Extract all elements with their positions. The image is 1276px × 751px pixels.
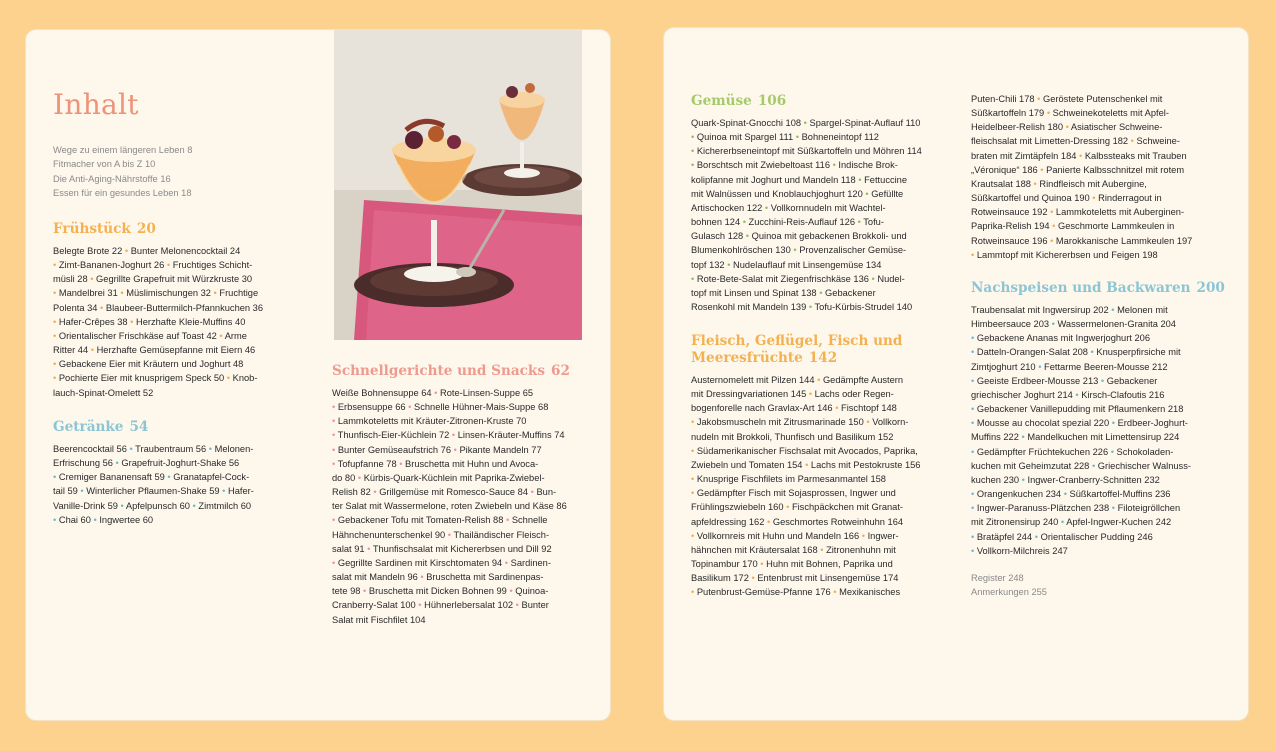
bullet-icon: • bbox=[129, 444, 133, 454]
toc-line[interactable]: Cranberry-Salat 100 • Hühnerlebersalat 102 • Bunter bbox=[332, 600, 549, 611]
fleisch-entries-continued bbox=[971, 92, 1192, 262]
toc-line[interactable]: Beerencocktail 56 • Traubentraum 56 • Melonen- bbox=[53, 444, 254, 454]
toc-line[interactable]: • Cremiger Bananensaft 59 • Granatapfel-Cock- bbox=[53, 472, 250, 483]
bullet-icon: • bbox=[332, 416, 336, 427]
fleisch-title-line1: Fleisch, Geflügel, Fisch und bbox=[691, 333, 903, 349]
bullet-icon: • bbox=[766, 516, 771, 527]
toc-line[interactable]: • Thunfisch-Eier-Küchlein 72 • Linsen-Kräuter-Muffins 74 bbox=[332, 430, 565, 441]
bullet-icon: • bbox=[408, 402, 412, 413]
section-schnell-title bbox=[332, 363, 570, 380]
bullet-icon: • bbox=[793, 245, 797, 256]
toc-line[interactable]: • Zimt-Bananen-Joghurt 26 • Fruchtiges Schicht- bbox=[53, 260, 253, 271]
intro-list bbox=[53, 143, 192, 201]
intro-entry[interactable]: Essen für ein gesundes Leben 18 bbox=[53, 188, 192, 199]
bullet-icon: • bbox=[691, 488, 695, 499]
toc-line[interactable]: kolipfanne mit Joghurt und Mandeln 118 • Fettuccine bbox=[691, 174, 908, 185]
toc-line[interactable]: Belegte Brote 22 • Bunter Melonencocktail 24 bbox=[53, 246, 241, 256]
dessert-photo bbox=[334, 30, 582, 340]
toc-line[interactable]: • Mousse au chocolat spezial 220 • Erdbeer-Joghurt- bbox=[971, 418, 1188, 429]
bullet-icon: • bbox=[861, 530, 865, 541]
bullet-icon: • bbox=[90, 345, 94, 356]
toc-line[interactable]: müsli 28 • Gegrillte Grapefruit mit Würzkruste 30 bbox=[53, 274, 253, 285]
bullet-icon: • bbox=[367, 543, 371, 554]
bullet-icon: • bbox=[332, 458, 336, 469]
toc-line[interactable]: Vanille-Drink 59 • Apfelpunsch 60 • Zimtmilch 60 bbox=[53, 500, 252, 511]
bullet-icon: • bbox=[1038, 361, 1042, 372]
toc-line[interactable]: Zimtjoghurt 210 • Fettarme Beeren-Mousse 212 bbox=[971, 361, 1168, 372]
bullet-icon: • bbox=[515, 600, 519, 611]
bullet-icon: • bbox=[420, 572, 424, 583]
bullet-icon: • bbox=[1092, 193, 1096, 204]
bullet-icon: • bbox=[1046, 108, 1051, 119]
toc-line[interactable]: • Lammtopf mit Kichererbsen und Feigen 198 bbox=[971, 249, 1158, 260]
bullet-icon: • bbox=[832, 160, 836, 171]
bullet-icon: • bbox=[1110, 446, 1114, 457]
bullet-icon: • bbox=[93, 514, 97, 525]
bullet-icon: • bbox=[53, 288, 57, 299]
right-page bbox=[664, 28, 1248, 720]
bullet-icon: • bbox=[857, 217, 861, 228]
bullet-icon: • bbox=[971, 503, 975, 514]
gemuese-page: 106 bbox=[757, 93, 787, 109]
bullet-icon: • bbox=[80, 486, 84, 497]
dessert-illustration bbox=[334, 30, 582, 340]
toc-line[interactable]: • Mandelbrei 31 • Müslimischungen 32 • Fruchtige bbox=[53, 288, 259, 299]
toc-line[interactable]: Zwiebeln und Tomaten 154 • Lachs mit Pestokruste 156 bbox=[691, 459, 921, 470]
intro-entry[interactable]: Wege zu einem längeren Leben 8 bbox=[53, 145, 193, 155]
bullet-icon: • bbox=[1091, 460, 1096, 471]
toc-line[interactable]: • Gebackener Vanillepudding mit Pflaumenkern 218 bbox=[971, 404, 1184, 415]
fruehstueck-page: 20 bbox=[136, 221, 156, 237]
toc-line[interactable]: nudeln mit Brokkoli, Thunfisch und Basilikum 152 bbox=[691, 431, 894, 442]
bullet-icon: • bbox=[971, 545, 975, 556]
bullet-icon: • bbox=[1065, 122, 1069, 133]
bullet-icon: • bbox=[866, 417, 870, 428]
bullet-icon: • bbox=[1111, 305, 1115, 315]
bullet-icon: • bbox=[192, 500, 196, 511]
toc-line[interactable]: Heidelbeer-Relish 180 • Asiatischer Schweine- bbox=[971, 122, 1163, 133]
toc-line[interactable]: • Gebackene Eier mit Kräutern und Joghurt 48 bbox=[53, 359, 244, 370]
bullet-icon: • bbox=[817, 375, 821, 385]
toc-line[interactable]: Polenta 34 • Blaubeer-Buttermilch-Pfannkuchen 36 bbox=[53, 302, 263, 313]
toc-line[interactable]: lauch-Spinat-Omelett 52 bbox=[53, 387, 154, 398]
bullet-icon: • bbox=[332, 402, 336, 413]
bullet-icon: • bbox=[332, 557, 336, 568]
bullet-icon: • bbox=[1033, 178, 1037, 189]
toc-line[interactable]: • Putenbrust-Gemüse-Pfanne 176 • Mexikanisches bbox=[691, 587, 901, 598]
bullet-icon: • bbox=[691, 132, 695, 143]
bullet-icon: • bbox=[971, 333, 975, 344]
fleisch-entries bbox=[691, 373, 920, 600]
toc-line[interactable]: • Gebackene Ananas mit Ingwerjoghurt 206 bbox=[971, 333, 1150, 344]
bullet-icon: • bbox=[691, 530, 695, 541]
toc-line[interactable]: • Rote-Bete-Salat mit Ziegenfrischkäse 136 • Nudel- bbox=[691, 273, 905, 284]
toc-line[interactable]: Süßkartoffeln 179 • Schweinekoteletts mit Apfel- bbox=[971, 108, 1169, 119]
toc-line[interactable]: • Bratäpfel 244 • Orientalischer Pudding 246 bbox=[971, 531, 1153, 542]
toc-line[interactable]: • Vollkorn-Milchreis 247 bbox=[971, 545, 1068, 556]
bullet-icon: • bbox=[745, 231, 750, 242]
toc-line[interactable]: • Orientalischer Frischkäse auf Toast 42 • Arme bbox=[53, 330, 247, 341]
section-fleisch-title bbox=[691, 333, 902, 367]
toc-line[interactable]: Blumenkohlröschen 130 • Provenzalischer Gemüse- bbox=[691, 245, 907, 256]
toc-line[interactable]: • Geeiste Erdbeer-Mousse 213 • Gebackener bbox=[971, 375, 1158, 386]
bullet-icon: • bbox=[1050, 207, 1054, 218]
bullet-icon: • bbox=[447, 529, 452, 540]
bullet-icon: • bbox=[363, 586, 367, 597]
bullet-icon: • bbox=[399, 458, 403, 469]
bullet-icon: • bbox=[373, 487, 377, 498]
bullet-icon: • bbox=[53, 373, 57, 384]
toc-line[interactable]: bohnen 124 • Zucchini-Reis-Auflauf 126 • Tofu- bbox=[691, 217, 884, 228]
end-list bbox=[971, 571, 1047, 600]
toc-line[interactable]: • Vollkornreis mit Huhn und Mandeln 166 • Ingwer- bbox=[691, 530, 899, 541]
bullet-icon: • bbox=[835, 403, 839, 414]
bullet-icon: • bbox=[208, 444, 212, 454]
bullet-icon: • bbox=[53, 472, 57, 483]
page-title: Inhalt bbox=[53, 88, 139, 121]
toc-line[interactable]: Topinambur 170 • Huhn mit Bohnen, Paprika und bbox=[691, 559, 893, 570]
toc-line[interactable]: • Orangenkuchen 234 • Süßkartoffel-Muffins 236 bbox=[971, 489, 1171, 500]
bullet-icon: • bbox=[509, 586, 513, 597]
bullet-icon: • bbox=[222, 486, 226, 497]
bullet-icon: • bbox=[795, 132, 799, 143]
toc-line[interactable]: • Lammkoteletts mit Kräuter-Zitronen-Kruste 70 bbox=[332, 416, 527, 427]
toc-line[interactable]: Muffins 222 • Mandelkuchen mit Limettensirup 224 bbox=[971, 432, 1180, 443]
toc-line[interactable]: tail 59 • Winterlicher Pflaumen-Shake 59 • Hafer- bbox=[53, 486, 254, 497]
bullet-icon: • bbox=[971, 489, 975, 500]
bullet-icon: • bbox=[1100, 375, 1105, 386]
toc-line[interactable]: Artischocken 122 • Vollkornnudeln mit Wachtel- bbox=[691, 202, 886, 213]
nachspeisen-entries bbox=[971, 303, 1191, 558]
toc-line[interactable]: Krautsalat 188 • Rindfleisch mit Aubergine, bbox=[971, 178, 1147, 189]
bullet-icon: • bbox=[691, 587, 695, 598]
toc-line[interactable]: • Gedämpfter Früchtekuchen 226 • Schokoladen- bbox=[971, 446, 1174, 457]
bullet-icon: • bbox=[1040, 164, 1044, 175]
bullet-icon: • bbox=[971, 531, 975, 542]
toc-line[interactable]: Relish 82 • Grillgemüse mit Romesco-Sauce 84 • Bun- bbox=[332, 487, 557, 498]
gemuese-title: Gemüse bbox=[691, 93, 752, 109]
bullet-icon: • bbox=[691, 474, 695, 485]
bullet-icon: • bbox=[1060, 517, 1065, 528]
toc-line[interactable]: salat mit Mandeln 96 • Bruschetta mit Sardinenpas- bbox=[332, 572, 544, 583]
gemuese-entries bbox=[691, 116, 922, 314]
bullet-icon: • bbox=[166, 260, 171, 271]
schnell-page: 62 bbox=[551, 363, 570, 379]
bullet-icon: • bbox=[760, 559, 764, 570]
bullet-icon: • bbox=[53, 260, 57, 271]
toc-line[interactable]: Himbeersauce 203 • Wassermelonen-Granita 204 bbox=[971, 319, 1176, 330]
bullet-icon: • bbox=[1063, 489, 1067, 500]
bullet-icon: • bbox=[219, 330, 223, 341]
toc-line[interactable]: • Kichererbseneintopf mit Süßkartoffeln und Möhren 114 bbox=[691, 146, 922, 157]
toc-line[interactable]: • Südamerikanischer Fischsalat mit Avocados, Paprika, bbox=[691, 445, 918, 456]
toc-line[interactable]: Traubensalat mit Ingwersirup 202 • Melonen mit bbox=[971, 305, 1168, 315]
bullet-icon: • bbox=[1111, 503, 1115, 514]
bullet-icon: • bbox=[53, 514, 57, 525]
toc-line[interactable]: „Véronique“ 186 • Panierte Kalbsschnitzel mit rotem bbox=[971, 164, 1185, 175]
toc-line[interactable]: • Chai 60 • Ingwertee 60 bbox=[53, 514, 154, 525]
toc-line[interactable]: fleischsalat mit Limetten-Dressing 182 • Schweine- bbox=[971, 136, 1180, 147]
bullet-icon: • bbox=[120, 500, 124, 511]
bullet-icon: • bbox=[808, 389, 813, 400]
toc-line[interactable]: Hähnchenunterschenkel 90 • Thailändischer Fleisch- bbox=[332, 529, 550, 540]
toc-line[interactable]: • Datteln-Orangen-Salat 208 • Knusperpfirsiche mit bbox=[971, 347, 1181, 358]
bullet-icon: • bbox=[1051, 319, 1055, 330]
bullet-icon: • bbox=[820, 544, 824, 555]
bullet-icon: • bbox=[53, 316, 57, 327]
bullet-icon: • bbox=[1021, 474, 1025, 485]
toc-line[interactable]: • Quinoa mit Spargel 111 • Bohneneintopf 112 bbox=[691, 132, 879, 143]
bullet-icon: • bbox=[100, 302, 104, 313]
bullet-icon: • bbox=[1037, 94, 1041, 104]
section-getraenke-title bbox=[53, 419, 148, 436]
toc-line[interactable]: do 80 • Kürbis-Quark-Küchlein mit Paprika-Zwiebel- bbox=[332, 472, 545, 483]
getraenke-title: Getränke bbox=[53, 419, 124, 435]
toc-line[interactable]: topf 132 • Nudelauflauf mit Linsengemüse 134 bbox=[691, 259, 882, 270]
toc-line[interactable]: braten mit Zimtäpfeln 184 • Kalbssteaks mit Trauben bbox=[971, 150, 1187, 161]
bullet-icon: • bbox=[808, 302, 813, 313]
bullet-icon: • bbox=[691, 146, 695, 157]
bullet-icon: • bbox=[332, 444, 336, 455]
bullet-icon: • bbox=[418, 600, 422, 611]
bullet-icon: • bbox=[971, 249, 975, 260]
toc-line[interactable]: • Borschtsch mit Zwiebeltoast 116 • Indische Brok- bbox=[691, 160, 898, 171]
toc-line[interactable]: Erfrischung 56 • Grapefruit-Joghurt-Shake 56 bbox=[53, 458, 240, 469]
bullet-icon: • bbox=[1075, 389, 1079, 400]
toc-line[interactable]: • Gedämpfter Fisch mit Sojasprossen, Ingwer und bbox=[691, 488, 896, 499]
toc-line[interactable]: • Pochierte Eier mit knusprigem Speck 50 • Knob- bbox=[53, 373, 258, 384]
bullet-icon: • bbox=[120, 288, 124, 299]
toc-line[interactable]: • Jakobsmuscheln mit Zitrusmarinade 150 • Vollkorn- bbox=[691, 417, 909, 428]
intro-entry[interactable]: Fitmacher von A bis Z 10 bbox=[53, 159, 156, 170]
bullet-icon: • bbox=[742, 217, 746, 228]
toc-line[interactable]: • Ingwer-Paranuss-Plätzchen 238 • Filoteigröllchen bbox=[971, 503, 1181, 514]
bullet-icon: • bbox=[971, 404, 975, 415]
bullet-icon: • bbox=[226, 373, 231, 384]
bullet-icon: • bbox=[451, 430, 456, 441]
bullet-icon: • bbox=[691, 273, 695, 284]
end-entry[interactable]: Register 248 bbox=[971, 573, 1024, 583]
bullet-icon: • bbox=[115, 458, 119, 469]
toc-line[interactable]: Weiße Bohnensuppe 64 • Rote-Linsen-Suppe 65 bbox=[332, 388, 534, 398]
fruehstueck-title: Frühstück bbox=[53, 221, 131, 237]
bullet-icon: • bbox=[53, 330, 57, 341]
toc-line[interactable]: mit Walnüssen und Knoblauchjoghurt 120 • Gefüllte bbox=[691, 188, 904, 199]
bullet-icon: • bbox=[505, 515, 510, 526]
bullet-icon: • bbox=[53, 359, 57, 370]
toc-line[interactable]: Puten-Chili 178 • Geröstete Putenschenkel mit bbox=[971, 94, 1163, 104]
bullet-icon: • bbox=[504, 557, 509, 568]
toc-line[interactable]: • Bunter Gemüseaufstrich 76 • Pikante Mandeln 77 bbox=[332, 444, 542, 455]
bullet-icon: • bbox=[90, 274, 94, 285]
toc-line[interactable]: Paprika-Relish 194 • Geschmorte Lammkeulen in bbox=[971, 221, 1175, 232]
bullet-icon: • bbox=[332, 515, 336, 526]
toc-line[interactable]: Rotweinsauce 196 • Marokkanische Lammkeulen 197 bbox=[971, 235, 1193, 246]
bullet-icon: • bbox=[786, 502, 790, 513]
bullet-icon: • bbox=[764, 202, 769, 213]
toc-line[interactable]: hähnchen mit Kräutersalat 168 • Zitronenhuhn mit bbox=[691, 544, 896, 555]
bullet-icon: • bbox=[1034, 531, 1039, 542]
bullet-icon: • bbox=[530, 487, 534, 498]
section-nachspeisen-title bbox=[971, 280, 1225, 297]
schnell-entries bbox=[332, 386, 567, 627]
bullet-icon: • bbox=[1021, 432, 1025, 443]
bullet-icon: • bbox=[865, 188, 869, 199]
toc-line[interactable]: griechischer Joghurt 214 • Kirsch-Clafoutis 216 bbox=[971, 389, 1165, 400]
bullet-icon: • bbox=[971, 375, 975, 386]
toc-line[interactable]: Gulasch 128 • Quinoa mit gebackenen Brokkoli- und bbox=[691, 231, 907, 242]
getraenke-entries bbox=[53, 442, 254, 527]
getraenke-page: 54 bbox=[129, 419, 149, 435]
bullet-icon: • bbox=[819, 287, 823, 298]
bullet-icon: • bbox=[691, 445, 695, 456]
bullet-icon: • bbox=[124, 246, 129, 256]
toc-line[interactable]: • Gebackener Tofu mit Tomaten-Relish 88 • Schnelle bbox=[332, 515, 548, 526]
fleisch-title-line2: Meeresfrüchte bbox=[691, 350, 803, 366]
nachspeisen-page: 200 bbox=[1196, 280, 1225, 296]
toc-line[interactable]: • Gegrillte Sardinen mit Kirschtomaten 94 • Sardinen- bbox=[332, 557, 551, 568]
bullet-icon: • bbox=[727, 259, 731, 270]
toc-line[interactable]: topf mit Linsen und Spinat 138 • Gebackener bbox=[691, 287, 876, 298]
bullet-icon: • bbox=[971, 418, 975, 429]
toc-line[interactable]: tete 98 • Bruschetta mit Dicken Bohnen 99 • Quinoa- bbox=[332, 586, 549, 597]
fleisch-page: 142 bbox=[808, 350, 838, 366]
bullet-icon: • bbox=[691, 417, 695, 428]
bullet-icon: • bbox=[357, 472, 362, 483]
bullet-icon: • bbox=[453, 444, 457, 455]
toc-line[interactable]: Ritter 44 • Herzhafte Gemüsepfanne mit Eiern 46 bbox=[53, 345, 256, 356]
toc-line[interactable]: • Tofupfanne 78 • Bruschetta mit Huhn und Avoca- bbox=[332, 458, 539, 469]
left-page bbox=[26, 30, 610, 720]
bullet-icon: • bbox=[434, 388, 438, 398]
toc-line[interactable]: Austernomelett mit Pilzen 144 • Gedämpfte Austern bbox=[691, 375, 904, 385]
bullet-icon: • bbox=[871, 273, 875, 284]
bullet-icon: • bbox=[1090, 347, 1094, 358]
bullet-icon: • bbox=[1079, 150, 1083, 161]
toc-line[interactable]: Süßkartoffel und Quinoa 190 • Rinderragout in bbox=[971, 193, 1162, 204]
intro-entry[interactable]: Die Anti-Aging-Nährstoffe 16 bbox=[53, 173, 171, 184]
bullet-icon: • bbox=[751, 573, 755, 584]
bullet-icon: • bbox=[971, 347, 975, 358]
bullet-icon: • bbox=[130, 316, 134, 327]
toc-line[interactable]: salat 91 • Thunfischsalat mit Kichererbsen und Dill 92 bbox=[332, 543, 552, 554]
toc-line[interactable]: mit Dressingvariationen 145 • Lachs oder Regen- bbox=[691, 389, 894, 400]
bullet-icon: • bbox=[803, 118, 807, 128]
toc-line[interactable]: kuchen 230 • Ingwer-Cranberry-Schnitten 232 bbox=[971, 474, 1160, 485]
bullet-icon: • bbox=[833, 587, 837, 598]
toc-line[interactable]: apfeldressing 162 • Geschmortes Rotweinhuhn 164 bbox=[691, 516, 904, 527]
nachspeisen-title: Nachspeisen und Backwaren bbox=[971, 280, 1191, 296]
schnell-title: Schnellgerichte und Snacks bbox=[332, 363, 545, 379]
toc-line[interactable]: • Hafer-Crêpes 38 • Herzhafte Kleie-Muffins 40 bbox=[53, 316, 246, 327]
bullet-icon: • bbox=[1052, 221, 1056, 232]
toc-line[interactable]: Frühlingszwiebeln 160 • Fischpäckchen mit Granat- bbox=[691, 502, 904, 513]
bullet-icon: • bbox=[167, 472, 171, 483]
toc-line[interactable]: Quark-Spinat-Gnocchi 108 • Spargel-Spinat-Auflauf 110 bbox=[691, 118, 921, 128]
bullet-icon: • bbox=[1111, 418, 1116, 429]
bullet-icon: • bbox=[332, 430, 336, 441]
fruehstueck-entries bbox=[53, 244, 263, 400]
toc-line[interactable]: ter Salat mit Wassermelone, roten Zwiebeln und Käse 86 bbox=[332, 501, 567, 512]
toc-line[interactable]: Salat mit Fischfilet 104 bbox=[332, 614, 426, 625]
section-fruehstueck-title bbox=[53, 221, 156, 238]
bullet-icon: • bbox=[1050, 235, 1054, 246]
toc-line[interactable]: Basilikum 172 • Entenbrust mit Linsengemüse 174 bbox=[691, 573, 899, 584]
bullet-icon: • bbox=[805, 459, 809, 470]
toc-line[interactable]: • Erbsensuppe 66 • Schnelle Hühner-Mais-Suppe 68 bbox=[332, 402, 549, 413]
toc-line[interactable]: Rosenkohl mit Mandeln 139 • Tofu-Kürbis-Strudel 140 bbox=[691, 302, 913, 313]
toc-line[interactable]: bogenforelle nach Gravlax-Art 146 • Fischtopf 148 bbox=[691, 403, 897, 414]
toc-line[interactable]: • Knusprige Fischfilets im Parmesanmantel 158 bbox=[691, 474, 886, 485]
bullet-icon: • bbox=[858, 174, 862, 185]
bullet-icon: • bbox=[1130, 136, 1134, 147]
toc-line[interactable]: kuchen mit Geheimzutat 228 • Griechischer Walnuss- bbox=[971, 460, 1191, 471]
bullet-icon: • bbox=[971, 446, 975, 457]
end-entry[interactable]: Anmerkungen 255 bbox=[971, 587, 1047, 598]
bullet-icon: • bbox=[213, 288, 217, 299]
section-gemuese-title bbox=[691, 93, 786, 110]
toc-line[interactable]: Rotweinsauce 192 • Lammkoteletts mit Auberginen- bbox=[971, 207, 1185, 218]
toc-line[interactable]: mit Zitronensirup 240 • Apfel-Ingwer-Kuchen 242 bbox=[971, 517, 1172, 528]
bullet-icon: • bbox=[691, 160, 695, 171]
